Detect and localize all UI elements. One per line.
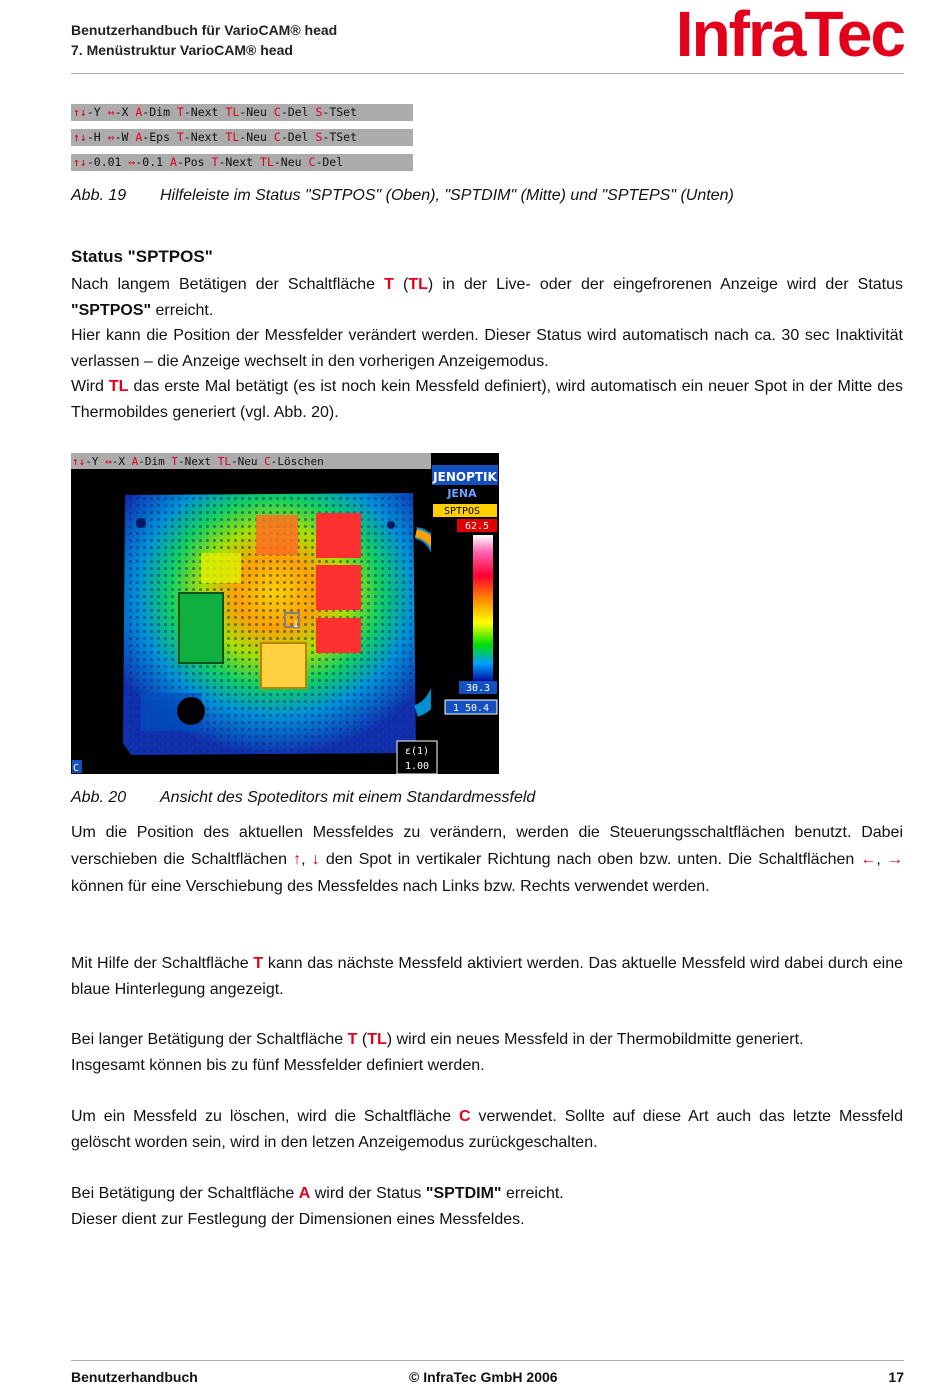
paragraph: Um ein Messfeld zu löschen, wird die Schaltfläche C verwendet. Sollte auf diese Art auch das letzte Messfeld gelöscht worden sein, wird in den letzen Anzeigemodus zurückgeschalten. [71, 1108, 904, 1151]
toolbar-action: -TSet [322, 105, 358, 119]
body-text-new [71, 1027, 903, 1078]
toolbar-action: -Dim [142, 105, 177, 119]
figure-caption-20 [71, 788, 535, 808]
key-c: C [459, 1108, 471, 1125]
toolbar-action: -TSet [322, 130, 358, 144]
arrow-right-icon: → [887, 851, 904, 868]
color-scale-bar [473, 535, 493, 681]
toolbar-action: -Del [315, 155, 344, 169]
paragraph: Wird TL das erste Mal betätigt (es ist noch kein Messfeld definiert), wird automatisch ein neuer Spot in der Mitte des Thermobildes generiert (vgl. Abb. 20). [71, 378, 904, 421]
toolbar-key: ↔ [128, 155, 136, 169]
footer-divider [71, 1360, 904, 1361]
toolbar-key: T [176, 130, 184, 144]
toolbar-action: -Neu [239, 105, 274, 119]
figure-number: Abb. 19 [71, 187, 127, 204]
toolbar-key: ↑↓ [73, 130, 87, 144]
paragraph: Insgesamt können bis zu fünf Messfelder definiert werden. [71, 1056, 485, 1074]
arrow-up-icon: ↑ [293, 851, 302, 868]
body-text-arrows [71, 819, 903, 900]
footer-copyright: © InfraTec GmbH 2006 [409, 1369, 558, 1385]
toolbar-key: A [169, 155, 177, 169]
key-a: A [298, 1185, 311, 1202]
header-chapter: 7. Menüstruktur VarioCAM® head [71, 42, 293, 58]
section-title: Status "SPTPOS" [71, 247, 213, 266]
header-manual-title: Benutzerhandbuch für VarioCAM® head [71, 22, 338, 38]
toolbar-action: -X [111, 455, 132, 468]
toolbar-action: -Del [280, 105, 316, 119]
status-label: SPTPOS [443, 506, 481, 517]
paragraph: Hier kann die Position der Messfelder verändert werden. Dieser Status wird automatisch nach ca. 30 sec Inaktivität verlassen – die Anzeige wechselt in den vorherigen Anzeigemodus. [71, 327, 903, 370]
toolbar-key: A [135, 105, 143, 119]
toolbar-key: TL [260, 155, 274, 169]
toolbar-key: T [171, 455, 178, 468]
key-t: T [253, 955, 264, 972]
toolbar-key: ↑↓ [73, 155, 87, 169]
key-tl: TL [367, 1031, 387, 1048]
body-text-intro [71, 272, 903, 425]
toolbar-action: -Neu [273, 155, 309, 169]
toolbar-key: C [308, 155, 316, 169]
toolbar-key: C [273, 105, 281, 119]
footer-left: Benutzerhandbuch [71, 1369, 198, 1385]
toolbar-key: S [315, 105, 323, 119]
page-number: 17 [888, 1369, 904, 1385]
toolbar-action: -Del [280, 130, 316, 144]
toolbar-action: -W [114, 130, 136, 144]
paragraph: Um die Position des aktuellen Messfeldes zu verändern, werden die Steuerungsschaltflächen benutzt. Dabei verschieben die Schaltflächen ↑, ↓ den Spot in vertikaler Richtung nach oben bzw. unten. Die Schaltflächen ←, → können für eine Verschiebung des Messfeldes nach Links bzw. Rechts verwendet werden. [71, 824, 904, 895]
toolbar-key: C [264, 455, 271, 468]
thermal-image-spot-editor [71, 453, 499, 774]
brand-jena: JENA [447, 487, 477, 500]
toolbar-action: -X [114, 105, 136, 119]
arrow-down-icon: ↓ [311, 851, 320, 868]
toolbar-action: -Next [218, 155, 261, 169]
brand-jenoptik: JENOPTIK [433, 470, 497, 484]
corner-indicator: C [73, 763, 80, 774]
key-tl: TL [408, 276, 428, 293]
toolbar-action: -Neu [239, 130, 274, 144]
toolbar-action: -0.1 [135, 155, 170, 169]
toolbar-action: -Next [183, 105, 226, 119]
toolbar-spteps [71, 154, 413, 171]
toolbar-action: -H [86, 130, 108, 144]
paragraph: Mit Hilfe der Schaltfläche T kann das nächste Messfeld aktiviert werden. Das aktuelle Messfeld wird dabei durch eine blaue Hinterlegung angezeigt. [71, 955, 903, 998]
spot-marker-label: 1 [293, 620, 299, 630]
header-title [71, 20, 337, 60]
toolbar-key: ↑↓ [73, 105, 87, 119]
thermo-toolbar [72, 455, 324, 468]
toolbar-key: ↔ [107, 105, 115, 119]
toolbar-key: A [131, 455, 139, 468]
emissivity-value: 1.00 [404, 761, 430, 772]
scale-min: 30.3 [465, 683, 491, 694]
toolbar-action: -Dim [138, 455, 172, 468]
toolbar-key: ↔ [105, 455, 112, 468]
spot-reading: 1 50.4 [452, 703, 490, 714]
toolbar-action: -Pos [176, 155, 212, 169]
toolbar-sptdim [71, 129, 413, 146]
toolbar-key: ↔ [107, 130, 115, 144]
figure-caption-text: Hilfeleiste im Status "SPTPOS" (Oben), "SPTDIM" (Mitte) und "SPTEPS" (Unten) [160, 187, 734, 204]
figure-number: Abb. 20 [71, 789, 127, 806]
toolbar-action: -Y [85, 455, 106, 468]
body-text-delete [71, 1104, 903, 1155]
toolbar-key: TL [225, 105, 240, 119]
toolbar-key: T [176, 105, 184, 119]
toolbar-key: S [315, 130, 323, 144]
toolbar-key: C [273, 130, 281, 144]
status-name: "SPTDIM" [425, 1185, 502, 1202]
emissivity-label: ε(1) [404, 746, 430, 757]
body-text-next [71, 951, 903, 1002]
body-text-dim [71, 1181, 903, 1232]
paragraph: Bei Betätigung der Schaltfläche A wird der Status "SPTDIM" erreicht. [71, 1185, 564, 1202]
toolbar-action: -Eps [142, 130, 177, 144]
scale-max: 62.5 [464, 521, 490, 532]
paragraph: Bei langer Betätigung der Schaltfläche T (TL) wird ein neues Messfeld in der Thermobildmitte generiert. [71, 1031, 804, 1048]
toolbar-action: -Löschen [270, 455, 324, 468]
figure-caption-text: Ansicht des Spoteditors mit einem Standardmessfeld [160, 789, 536, 806]
toolbar-key: TL [225, 130, 240, 144]
infratec-logo: InfraTec [675, 0, 904, 70]
paragraph: Nach langem Betätigen der Schaltfläche T (TL) in der Live- oder der eingefrorenen Anzeige wird der Status "SPTPOS" erreicht. [71, 276, 903, 319]
status-name: "SPTPOS" [71, 301, 152, 319]
toolbar-key: TL [217, 455, 231, 468]
key-t: T [347, 1031, 358, 1048]
arrow-left-icon: ← [860, 851, 877, 868]
key-t: T [384, 276, 394, 293]
toolbar-action: -Next [183, 130, 226, 144]
toolbar-key: T [211, 155, 219, 169]
toolbar-action: -Y [86, 105, 108, 119]
toolbar-key: ↑↓ [72, 455, 86, 468]
toolbar-action: -0.01 [86, 155, 129, 169]
toolbar-action: -Neu [231, 455, 265, 468]
toolbar-action: -Next [178, 455, 218, 468]
paragraph: Dieser dient zur Festlegung der Dimensionen eines Messfeldes. [71, 1210, 525, 1228]
toolbar-key: A [135, 130, 143, 144]
toolbar-sptpos [71, 104, 413, 121]
figure-caption-19 [71, 186, 734, 206]
key-tl: TL [108, 378, 129, 395]
header-divider [71, 73, 904, 74]
